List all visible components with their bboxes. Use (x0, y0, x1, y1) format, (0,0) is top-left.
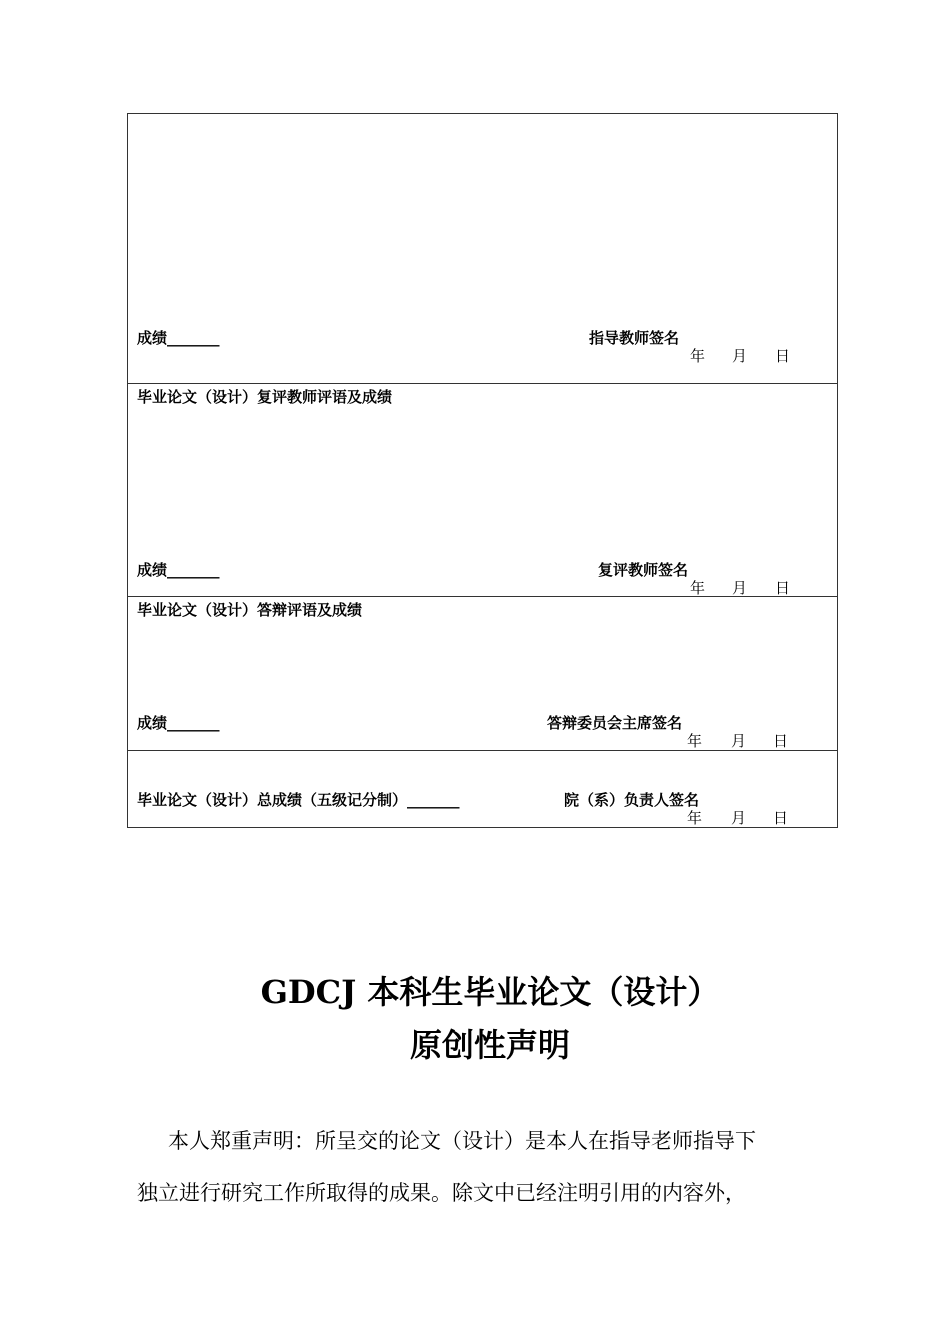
review-score-label: 成绩_______ (137, 561, 220, 579)
declaration-paragraph-line2: 独立进行研究工作所取得的成果。除文中已经注明引用的内容外， (137, 1181, 746, 1205)
review-heading: 毕业论文（设计）复评教师评语及成绩 (137, 388, 393, 406)
total-date (687, 809, 797, 827)
year-label: 年 (690, 347, 706, 365)
review-comment-section (128, 384, 837, 597)
declaration-title: GDCJ 本科生毕业论文（设计） (260, 973, 720, 1011)
defense-comment-section (128, 597, 837, 751)
month-label: 月 (732, 579, 748, 597)
day-label: 日 (773, 732, 789, 750)
advisor-score-label: 成绩_______ (137, 329, 220, 347)
day-label: 日 (775, 347, 791, 365)
advisor-signature-label: 指导教师签名 (589, 329, 680, 347)
day-label: 日 (775, 579, 791, 597)
dean-signature-label: 院（系）负责人签名 (564, 791, 700, 809)
evaluation-form-table (127, 113, 838, 828)
advisor-comment-section (128, 114, 837, 384)
total-score-section (128, 751, 837, 828)
month-label: 月 (731, 809, 747, 827)
year-label: 年 (690, 579, 706, 597)
advisor-date (690, 347, 800, 365)
day-label: 日 (773, 809, 789, 827)
defense-heading: 毕业论文（设计）答辩评语及成绩 (137, 601, 363, 619)
declaration-paragraph-line1: 本人郑重声明：所呈交的论文（设计）是本人在指导老师指导下 (168, 1129, 756, 1153)
month-label: 月 (731, 732, 747, 750)
review-signature-label: 复评教师签名 (598, 561, 689, 579)
declaration-subtitle: 原创性声明 (409, 1026, 570, 1064)
defense-signature-label: 答辩委员会主席签名 (547, 714, 683, 732)
defense-date (687, 732, 797, 750)
review-date (690, 579, 800, 597)
defense-score-label: 成绩_______ (137, 714, 220, 732)
total-score-label: 毕业论文（设计）总成绩（五级记分制）_______ (137, 791, 460, 809)
month-label: 月 (732, 347, 748, 365)
year-label: 年 (687, 809, 703, 827)
year-label: 年 (687, 732, 703, 750)
